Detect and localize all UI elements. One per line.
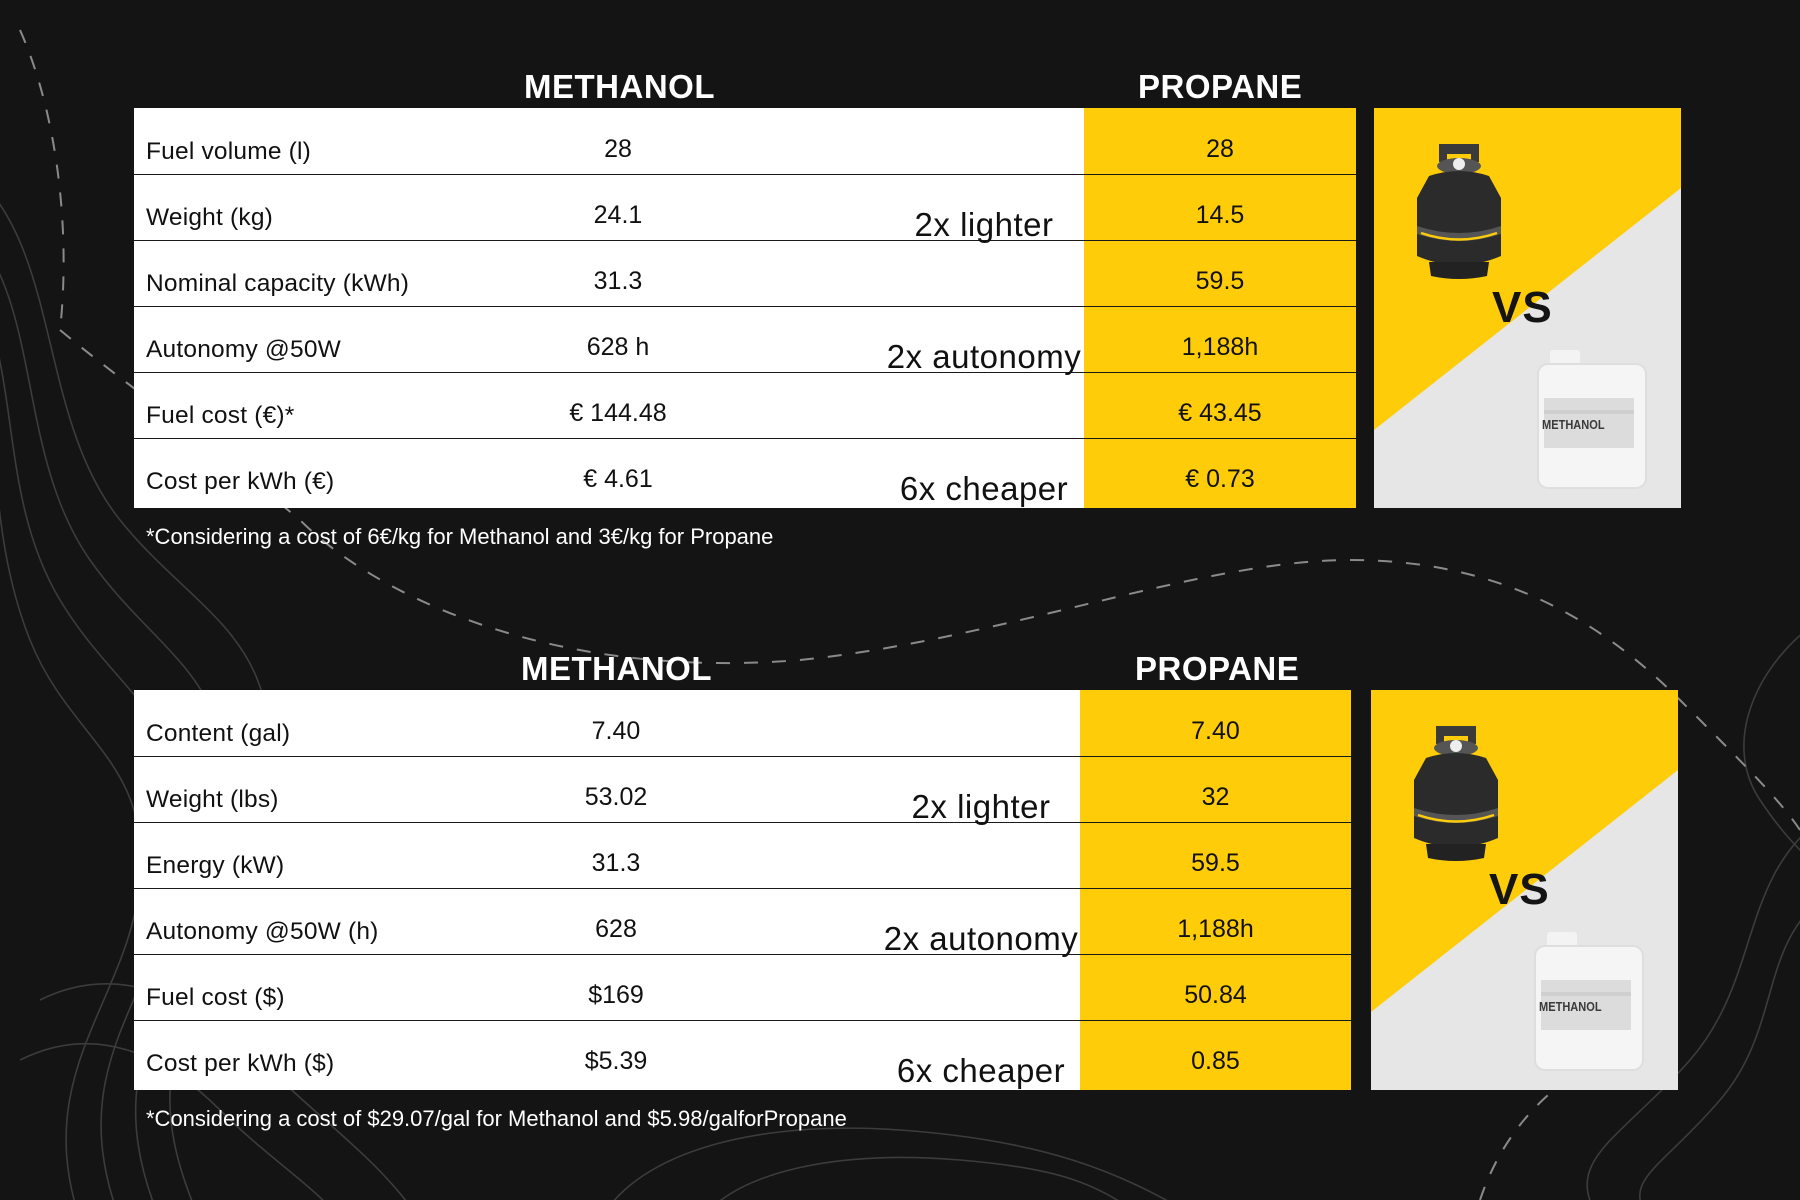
jug-label: METHANOL [1539, 999, 1602, 1014]
propane-value: 14.5 [1195, 201, 1245, 229]
footnote: *Considering a cost of $29.07/gal for Methanol and $5.98/galforPropane [146, 1106, 847, 1131]
propane-value: 1,188h [1177, 915, 1254, 943]
propane-value: 7.40 [1191, 717, 1240, 745]
table-row [134, 372, 1356, 439]
comparison-note: 2x autonomy [883, 920, 1079, 957]
methanol-value: $169 [588, 981, 644, 1009]
row-label: Fuel cost ($) [146, 984, 285, 1011]
comparison-section-metric [134, 62, 1681, 549]
methanol-value: € 4.61 [583, 465, 653, 493]
propane-value: 32 [1201, 783, 1230, 811]
methanol-value: 628 h [586, 333, 650, 361]
table-row [134, 240, 1356, 307]
propane-column-header: PROPANE [1135, 650, 1300, 687]
methanol-column-header: METHANOL [521, 650, 712, 687]
comparison-note: 6x cheaper [899, 470, 1069, 507]
jug-label: METHANOL [1542, 417, 1605, 432]
methanol-column-header: METHANOL [524, 68, 715, 105]
vs-illustration [1374, 108, 1681, 508]
vs-label: VS [1489, 865, 1550, 914]
table-row [134, 438, 1356, 504]
propane-value: 0.85 [1191, 1047, 1240, 1075]
methanol-value: 24.1 [593, 201, 643, 229]
propane-value: 50.84 [1184, 981, 1247, 1009]
propane-value: 1,188h [1181, 333, 1259, 361]
comparison-note: 6x cheaper [896, 1052, 1066, 1089]
methanol-value: $5.39 [584, 1047, 648, 1075]
propane-value: 59.5 [1195, 267, 1245, 295]
row-label: Cost per kWh (€) [146, 468, 335, 495]
propane-value: 28 [1206, 135, 1234, 163]
methanol-value: 31.3 [593, 267, 643, 295]
table-row [134, 690, 1351, 757]
table-row [134, 888, 1351, 955]
propane-tank-icon [1409, 136, 1509, 286]
comparison-section-imperial [134, 644, 1681, 1131]
row-label: Fuel cost (€)* [146, 402, 295, 429]
row-label: Weight (lbs) [146, 786, 279, 813]
row-label: Autonomy @50W [146, 336, 341, 363]
propane-value: € 43.45 [1178, 399, 1262, 427]
table-row [134, 108, 1356, 175]
table-header [134, 644, 1681, 690]
propane-value: 59.5 [1191, 849, 1240, 877]
methanol-value: 7.40 [591, 717, 641, 745]
row-label: Cost per kWh ($) [146, 1050, 335, 1077]
row-label: Autonomy @50W (h) [146, 918, 379, 945]
methanol-value: € 144.48 [569, 399, 667, 427]
propane-column-header: PROPANE [1138, 68, 1303, 105]
row-label: Nominal capacity (kWh) [146, 270, 410, 297]
comparison-note: 2x lighter [914, 206, 1054, 243]
row-label: Weight (kg) [146, 204, 274, 231]
table-row [134, 306, 1356, 373]
footnote: *Considering a cost of 6€/kg for Methanol and 3€/kg for Propane [146, 524, 774, 549]
propane-tank-icon [1406, 718, 1506, 868]
vs-label: VS [1492, 283, 1553, 332]
methanol-value: 53.02 [584, 783, 648, 811]
methanol-value: 31.3 [591, 849, 641, 877]
table-row [134, 954, 1351, 1021]
table-row [134, 756, 1351, 823]
table-row [134, 822, 1351, 889]
comparison-note: 2x autonomy [886, 338, 1082, 375]
vs-illustration [1371, 690, 1678, 1090]
methanol-value: 28 [604, 135, 632, 163]
row-label: Content (gal) [146, 720, 291, 747]
comparison-table [134, 108, 1356, 508]
table-header [134, 62, 1681, 108]
comparison-table [134, 690, 1351, 1090]
row-label: Energy (kW) [146, 852, 285, 879]
methanol-value: 628 [595, 915, 637, 943]
propane-value: € 0.73 [1185, 465, 1255, 493]
comparison-note: 2x lighter [911, 788, 1051, 825]
table-row [134, 1020, 1351, 1086]
row-label: Fuel volume (l) [146, 138, 312, 165]
table-row [134, 174, 1356, 241]
